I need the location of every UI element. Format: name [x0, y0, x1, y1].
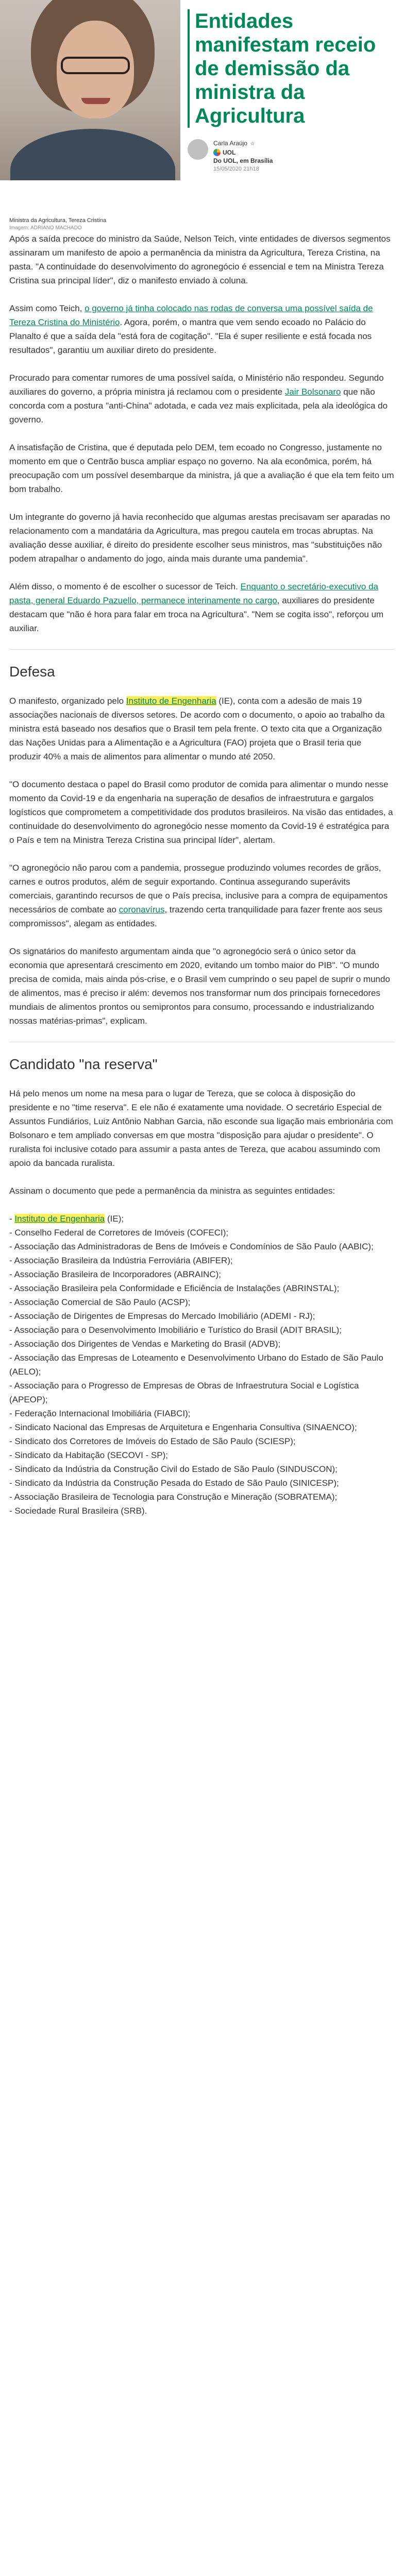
text-span: , trazendo certa tranquilidade para fazer frente aos seus compromissos", alegam as entidades.: [9, 905, 382, 928]
article-body: [0, 185, 404, 1518]
section-title: Defesa: [9, 664, 55, 680]
list-item: - Conselho Federal de Corretores de Imóveis (COFECI);: [9, 1228, 229, 1238]
brand-uol: [213, 148, 273, 157]
list-item: - Associação Brasileira de Tecnologia para Construção e Mineração (SOBRATEMA);: [9, 1492, 338, 1502]
text-span: Procurado para comentar rumores de uma possível saída, o Ministério não respondeu. Segundo auxiliares do governo, a própria ministra já reclamou com o presidente: [9, 373, 384, 397]
list-item: - Associação das Empresas de Loteamento e Desenvolvimento Urbano do Estado de São Paulo (AELO);: [9, 1353, 383, 1377]
paragraph: [9, 301, 395, 357]
text-span: O manifesto, organizado pelo: [9, 696, 126, 706]
paragraph: A insatisfação de Cristina, que é deputada pelo DEM, tem ecoado no Congresso, justamente no momento em que o Centrão busca ampliar espaço no governo. Na ala econômica, porém, há preocupação com um possível desembarque da ministra, já que a avaliação é que ela tem feito um bom trabalho.: [9, 443, 394, 494]
author-avatar[interactable]: [188, 139, 208, 160]
list-item: - Associação das Administradoras de Bens de Imóveis e Condomínios de São Paulo (AABIC);: [9, 1242, 374, 1251]
paragraph: Um integrante do governo já havia reconhecido que algumas arestas precisavam ser aparadas no relacionamento com a mandatária da Agricultura, mas pregou cautela em trocas abruptas. Na avaliação desse auxiliar, é direito do presidente escolher seus ministros, mas "substituições não podem atrapalhar o andamento do jogo, ainda mais durante uma pandemia".: [9, 512, 390, 564]
list-item: - Associação para o Desenvolvimento Imobiliário e Turístico do Brasil (ADIT BRASIL);: [9, 1325, 342, 1335]
text-span: . Agora, porém, o mantra que vem sendo ecoado no Palácio do Planalto é que a saída dela "está fora de cogitação". "Ela é super resiliente e está focada nos resultados", garantiu um auxiliar direto do presidente.: [9, 317, 372, 355]
list-item: - Sociedade Rural Brasileira (SRB).: [9, 1506, 147, 1516]
list-item: - Sindicato da Indústria da Construção Civil do Estado de São Paulo (SINDUSCON);: [9, 1464, 338, 1474]
inline-link[interactable]: Enquanto o secretário-executivo da pasta, general Eduardo Pazuello, permanece interinamente no cargo: [9, 582, 378, 605]
text-span: Assim como Teich,: [9, 303, 85, 313]
paragraph: [9, 694, 395, 764]
paragraph: [9, 861, 395, 930]
text-span: (IE);: [105, 1214, 124, 1224]
highlighted-link[interactable]: Instituto de Engenharia: [14, 1214, 105, 1224]
photo-caption-text: Ministra da Agricultura, Tereza Cristina: [9, 217, 107, 224]
inline-link[interactable]: coronavírus: [119, 905, 165, 914]
section-divider: [9, 649, 395, 650]
photo-mouth: [81, 98, 110, 104]
author-block: [188, 139, 394, 173]
brand-name: UOL: [223, 149, 236, 156]
entities-list: [9, 1212, 395, 1518]
paragraph: [9, 371, 395, 427]
list-item: - Sindicato dos Corretores de Imóveis do Estado de São Paulo (SCIESP);: [9, 1436, 296, 1446]
star-icon[interactable]: ☆: [250, 141, 255, 147]
minister-photo: [0, 0, 180, 180]
list-item: - Instituto de Engenharia (IE);: [9, 1214, 124, 1224]
text-span: "O agronegócio não parou com a pandemia, prossegue produzindo volumes recordes de grãos, carnes e outros produtos, além de seguir exportando. Continua assegurando superávits comerciais, garantindo recursos de que o País precisa, inclusive para a compra de equipamentos necessários de combate ao: [9, 863, 388, 914]
section-title: Candidato "na reserva": [9, 1056, 158, 1072]
paragraph: Após a saída precoce do ministro da Saúde, Nelson Teich, vinte entidades de diversos segmentos assinaram um manifesto de apoio a permanência da ministra da Agricultura, Tereza Cristina, na pasta. "A continuidade do desenvolvimento do agronegócio é essencial e tem na Ministra Tereza Cristina sua principal líder", diz o manifesto enviado à coluna.: [9, 234, 391, 285]
paragraph: "O documento destaca o papel do Brasil como produtor de comida para alimentar o mundo nesse momento da Covid-19 e da engenharia na superação de desafios de infraestrutura e gargalos logísticos que comprometem a competitividade dos produtos brasileiros. Na visão das entidades, a continuidade do desenvolvimento do agronegócio nesse momento da Covid-19 é estratégica para o País e tem na Ministra Tereza Cristina sua principal líder", alertam.: [9, 779, 393, 845]
list-item: - Sindicato da Habitação (SECOVI - SP);: [9, 1450, 169, 1460]
paragraph: [9, 580, 395, 635]
author-meta: [213, 139, 273, 173]
inline-link[interactable]: o governo já tinha colocado nas rodas de conversa uma possível saída de Tereza Cristina do Ministério: [9, 303, 373, 327]
photo-glasses: [61, 57, 130, 74]
list-item: - Associação Brasileira de Incorporadores (ABRAINC);: [9, 1269, 221, 1279]
photo-shoulder: [10, 129, 175, 180]
publish-date: 15/05/2020 21h18: [213, 166, 259, 172]
list-item: - Sindicato da Indústria da Construção Pesada do Estado de São Paulo (SINICESP);: [9, 1478, 339, 1488]
author-name[interactable]: Carla Araújo: [213, 140, 248, 147]
article-headline: Entidades manifestam receio de demissão da ministra da Agricultura: [188, 9, 394, 128]
text-span: (IE), conta com a adesão de mais 19 associações nacionais de diversos setores. De acordo com o documento, o apoio ao trabalho da ministra está baseado nos desafios que o Brasil tem pela frente. O texto cita que a Organização das Nações Unidas para a Alimentação e a Agricultura (FAO) projeta que o Brasil teria que produzir 40% a mais de alimentos para alimentar o mundo até 2050.: [9, 696, 385, 761]
list-item: - Federação Internacional Imobiliária (FIABCI);: [9, 1409, 191, 1418]
list-item: - Associação Brasileira pela Conformidade e Eficiência de Instalações (ABRINSTAL);: [9, 1283, 340, 1293]
paragraph: Há pelo menos um nome na mesa para o lugar de Tereza, que se coloca à disposição do presidente e no "time reserva". E ele não é exatamente uma novidade. O secretário Especial de Assuntos Fundiários, Luiz Antônio Nabhan Garcia, não esconde sua ligação mais embrionária com Bolsonaro e tem ampliado conversas em que mostra "disposição para ajudar o presidente". O ruralista foi inclusive cotado para assumir a pasta antes de Tereza, que acabou assumindo com apoio da bancada ruralista.: [9, 1089, 393, 1168]
uol-logo-icon: [213, 149, 221, 156]
article-header: [0, 0, 404, 231]
text-span: , auxiliares do presidente destacam que "não é hora para falar em troca na Agricultura". "Nem se cogita isso", reforçou um auxiliar.: [9, 596, 384, 633]
highlighted-link[interactable]: Instituto de Engenharia: [126, 696, 216, 706]
list-item: - Associação para o Progresso de Empresas de Obras de Infraestrutura Social e Logística (APEOP);: [9, 1381, 359, 1404]
list-item: - Associação de Dirigentes de Empresas do Mercado Imobiliário (ADEMI - RJ);: [9, 1311, 315, 1321]
text-span: que não concorda com a postura "anti-China" adotada, e cada vez mais explicitada, pela ala ideológica do governo.: [9, 387, 388, 425]
paragraph: Assinam o documento que pede a permanência da ministra as seguintes entidades:: [9, 1186, 335, 1196]
photo-caption: [9, 217, 174, 231]
list-item: - Associação dos Dirigentes de Vendas e Marketing do Brasil (ADVB);: [9, 1339, 281, 1349]
list-item: - Associação Brasileira da Indústria Ferroviária (ABIFER);: [9, 1256, 233, 1265]
list-item: - Associação Comercial de São Paulo (ACSP);: [9, 1297, 191, 1307]
paragraph: Os signatários do manifesto argumentam ainda que "o agronegócio será o único setor da economia que apresentará crescimento em 2020, evitando um tombo maior do PIB". "O mundo precisa de comida, mais ainda pós-crise, e o Brasil vem cumprindo o seu papel de suprir o mundo de alimentos, mas é preciso ir além: devemos nos transformar num dos principais fornecedores mundiais de alimentos prontos ou semiprontos para consumo, processando e industrializando nossas matérias-primas", explicam.: [9, 946, 390, 1026]
list-item: - Sindicato Nacional das Empresas de Arquitetura e Engenharia Consultiva (SINAENCO);: [9, 1422, 357, 1432]
title-column: [180, 0, 404, 185]
inline-link[interactable]: Jair Bolsonaro: [284, 387, 341, 397]
text-span: Além disso, o momento é de escolher o sucessor de Teich.: [9, 582, 241, 591]
photo-credit: Imagem: ADRIANO MACHADO: [9, 225, 82, 231]
author-place: Do UOL, em Brasília: [213, 157, 273, 164]
photo-column: [0, 0, 180, 231]
